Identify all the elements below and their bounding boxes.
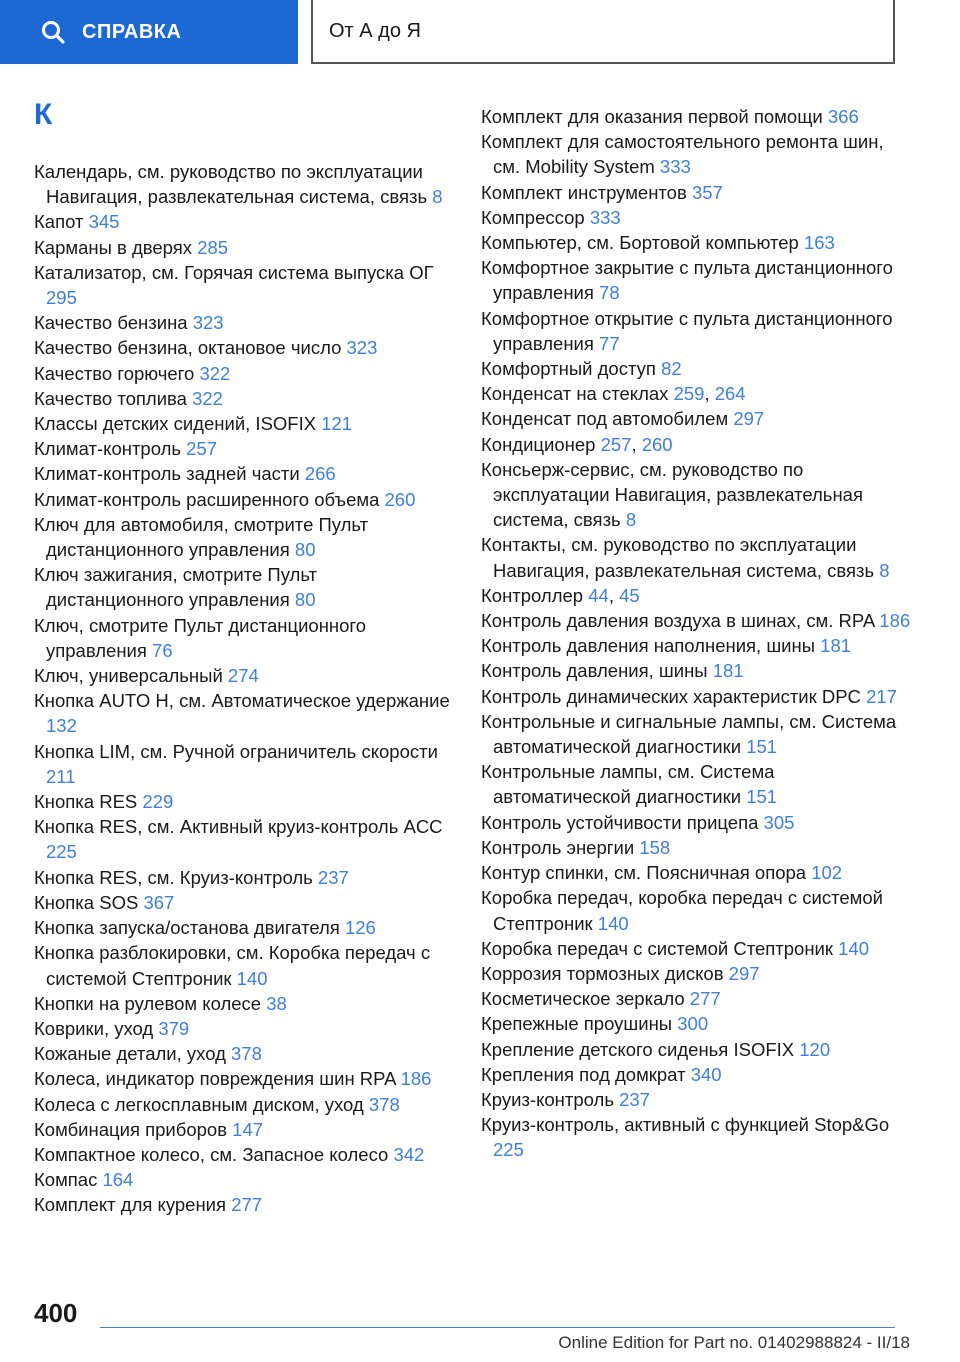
page-link[interactable]: 257 [600,433,632,455]
index-entry [481,810,911,835]
page-link[interactable]: 217 [866,685,897,707]
index-entry [481,255,911,305]
index-entry-text: Компактное колесо, см. Запасное колесо [34,1143,394,1165]
index-entry [34,1016,454,1041]
index-entry [481,709,911,759]
page-link[interactable]: 45 [619,584,640,606]
index-entry [481,885,911,935]
page-link[interactable]: 102 [811,862,843,884]
index-entry [34,1092,454,1117]
index-entry-text: Компьютер, см. Бортовой компьютер [481,232,804,254]
page-link[interactable]: 333 [589,206,621,228]
index-entry-text: Качество бензина, октановое число [34,337,347,359]
index-entry-text: Компас [34,1169,103,1191]
page-link[interactable]: 340 [690,1063,722,1085]
page-link[interactable]: 260 [384,488,416,510]
page-link[interactable]: 345 [88,211,120,233]
page-link[interactable]: 186 [879,610,911,632]
index-entry-text: Конденсат на стеклах [481,383,674,405]
index-entry [34,361,454,386]
index-entry-text: Контроллер [481,584,589,606]
index-entry-text: Коврики, уход [34,1017,159,1039]
index-entry-text: Капот [34,211,89,233]
index-entry-text: Ключ, смотрите Пульт дистанционного управления [34,614,367,661]
page-link[interactable]: 333 [659,156,691,178]
page-link[interactable]: 322 [199,362,231,384]
page-link[interactable]: 82 [661,358,682,380]
index-entry [34,1041,454,1066]
tab-label: От А до Я [329,19,421,42]
page-link[interactable]: 277 [689,988,721,1010]
page-link[interactable]: 323 [192,312,224,334]
index-entry [34,1167,454,1192]
index-entry-text: Контроль устойчивости прицепа [481,811,764,833]
index-entry [34,461,454,486]
page-link[interactable]: 225 [46,841,77,863]
footer-divider [100,1327,895,1328]
page-link[interactable]: 80 [294,539,316,561]
index-entry [481,936,911,961]
index-entry: Контроллер 44, 45 [481,584,640,606]
page-link[interactable]: 237 [317,866,349,888]
index-entry [34,688,454,738]
index-entry-text: Контрольные лампы, см. Система автоматической диагностики [481,761,775,808]
index-entry-text: Контрольные и сигнальные лампы, см. Система автоматической диагностики [481,710,897,758]
index-entry-text: Катализатор, см. Горячая система выпуска ОГ [34,261,434,283]
page-link[interactable]: 181 [820,635,852,657]
index-entry-text: Комфортный доступ [481,358,662,380]
index-entry [34,260,454,310]
page-link[interactable]: 44 [588,584,609,606]
index-entry [481,532,911,582]
index-entry [34,310,454,335]
page-link[interactable]: 297 [733,408,765,430]
index-entry [481,129,911,179]
index-entry-text: Климат-контроль расширенного объема [34,488,385,510]
index-entry [481,608,911,633]
index-entry-text: Ключ зажигания, смотрите Пульт дистанционного управления [34,564,318,611]
index-entry [34,1066,454,1091]
index-entry [481,961,911,986]
page-link[interactable]: 140 [838,937,870,959]
index-entry [34,613,454,663]
index-entry [481,1011,911,1036]
index-entry-text: Косметическое зеркало [481,988,690,1010]
page-link[interactable]: 186 [400,1068,432,1090]
page-link[interactable]: 300 [677,1013,709,1035]
page-link[interactable]: 323 [346,337,378,359]
page-link[interactable]: 126 [344,917,376,939]
index-entry [34,512,454,562]
page-link[interactable]: 342 [393,1143,425,1165]
index-entry [481,1112,911,1162]
page-link[interactable]: 76 [152,639,173,661]
index-entry-text: Кондиционер [481,433,601,455]
page-link[interactable]: 225 [493,1139,524,1161]
index-entry [481,406,911,431]
index-entry [481,457,911,533]
page-link[interactable]: 38 [266,992,287,1014]
page-link[interactable]: 8 [879,559,890,581]
page-link[interactable]: 163 [803,232,835,254]
page-link[interactable]: 322 [192,387,223,409]
index-entry [34,663,454,688]
page-link[interactable]: 147 [232,1118,264,1140]
page-link[interactable]: 367 [143,891,175,913]
index-entry-text: Комфортное закрытие с пульта дистанционного управления [481,257,893,304]
index-entry-text: Крепления под домкрат [481,1063,691,1085]
search-button-label: СПРАВКА [82,20,182,43]
index-entry-text: Ключ для автомобиля, смотрите Пульт дистанционного управления [34,513,369,561]
index-entry-text: Карманы в дверях [34,236,198,258]
page-link[interactable]: 366 [827,106,859,127]
index-entry-text: Климат-контроль задней части [34,463,305,485]
search-button[interactable] [0,0,298,64]
index-entry-text: Круиз-контроль, активный с функцией Stop&Go [481,1114,890,1136]
index-entry-text: Коробка передач, коробка передач с системой Стептроник [481,887,883,934]
page-link[interactable]: 211 [46,765,76,787]
index-entry [34,386,454,411]
page-link[interactable]: 259 [673,383,705,405]
index-entry-text: Комплект для оказания первой помощи [481,106,828,127]
index-column-right [481,104,911,1163]
index-entry [34,940,454,990]
page-link[interactable]: 305 [763,811,795,833]
index-entry [481,658,911,683]
page-link[interactable]: 121 [321,413,353,435]
page-link[interactable]: 378 [231,1043,262,1065]
index-entry [34,209,454,234]
index-entry-text: Ключ, универсальный [34,665,228,687]
page-number: 400 [34,1298,78,1328]
index-entry [481,986,911,1011]
index-entry [481,104,911,129]
page-link[interactable]: 158 [639,836,671,858]
page-link[interactable]: 80 [294,589,316,611]
page-link[interactable]: 181 [712,660,744,682]
index-entry-text: Кожаные детали, уход [34,1043,232,1065]
page-link[interactable]: 229 [142,791,174,813]
index-entry-text: Классы детских сидений, ISOFIX [34,413,322,435]
index-entry-text: Коррозия тормозных дисков [481,962,729,984]
index-entry [481,759,911,809]
section-letter: К [34,98,53,131]
index-entry-text: Консьерж-сервис, см. руководство по эксплуатации Навигация, развлекательная система, связь [481,458,863,531]
index-entry [481,306,911,356]
index-entry [34,436,454,461]
page-link[interactable]: 285 [197,236,229,258]
index-entry-text: Комплект для самостоятельного ремонта шин, см. Mobility System [481,131,884,178]
page-link[interactable]: 78 [599,282,620,304]
index-entry [481,684,911,709]
index-entry [34,915,454,940]
page-link[interactable]: 274 [227,665,259,687]
page-link[interactable]: 151 [746,736,778,758]
search-icon [40,19,66,45]
page-link[interactable]: 378 [368,1093,400,1115]
index-entry-text: Комбинация приборов [34,1118,233,1140]
index-entry-text: Контур спинки, см. Поясничная опора [481,862,812,884]
page-link[interactable]: 260 [641,433,673,455]
index-entry-text: Контроль давления воздуха в шинах, см. RPA [481,610,880,632]
index-entry: Кондиционер 257, 260 [481,433,673,455]
page-link[interactable]: 140 [597,912,629,934]
index-entry: Конденсат на стеклах 259, 264 [481,383,746,405]
index-entry [34,814,454,864]
page-link[interactable]: 264 [714,383,746,405]
index-entry-text: Контроль энергии [481,836,640,858]
index-entry-text: Кнопка RES [34,791,143,813]
page-link[interactable]: 257 [186,438,218,460]
page-link[interactable]: 77 [599,332,620,354]
index-entry-text: Колеса с легкосплавным диском, уход [34,1093,369,1115]
page-link[interactable]: 8 [625,509,637,531]
index-entry [481,860,911,885]
index-entry-text: Кнопки на рулевом колесе [34,992,267,1014]
index-entry-text: Кнопка разблокировки, см. Коробка передач с системой Стептроник [34,942,431,989]
index-entry [481,230,911,255]
tab-a-to-z[interactable] [311,0,895,64]
index-entry-text: Крепление детского сиденья ISOFIX [481,1038,800,1060]
page-link[interactable]: 151 [746,786,778,808]
index-entry [481,205,911,230]
page-link[interactable]: 277 [231,1194,263,1216]
page-link[interactable]: 295 [46,287,77,309]
page-link[interactable]: 237 [619,1088,650,1110]
index-entry [34,789,454,814]
index-entry-text: Компрессор [481,206,590,228]
page-link[interactable]: 120 [799,1038,831,1060]
index-entry-text: Качество бензина [34,312,193,334]
page-link[interactable]: 297 [728,962,760,984]
index-entry [34,235,454,260]
page-link[interactable]: 266 [304,463,336,485]
index-entry [34,335,454,360]
index-entry [481,835,911,860]
page-link[interactable]: 164 [102,1169,134,1191]
index-entry-text: Календарь, см. руководство по эксплуатации Навигация, развлекательная система, связь [34,161,433,208]
index-entry [34,1192,454,1217]
index-entry-text: Кнопка AUTO H, см. Автоматическое удержание [34,690,450,712]
index-entry-text: Климат-контроль [34,438,187,460]
index-entry [34,159,454,209]
page-link[interactable]: 379 [158,1017,190,1039]
index-entry-text: Колеса, индикатор повреждения шин RPA [34,1068,401,1090]
page-link[interactable]: 8 [432,186,443,208]
index-entry [34,991,454,1016]
page-link[interactable]: 140 [236,967,268,989]
index-entry [34,890,454,915]
index-entry-text: Комплект инструментов [481,181,692,203]
index-entry-text: Круиз-контроль [481,1088,620,1110]
page-link[interactable]: 132 [46,715,77,737]
page-link[interactable]: 357 [691,181,723,203]
index-entry-text: Кнопка SOS [34,891,144,913]
index-entry [34,739,454,789]
index-entry [481,1037,911,1062]
index-entry [34,1117,454,1142]
index-entry-text: Коробка передач с системой Стептроник [481,937,839,959]
index-entry [481,1062,911,1087]
index-entry [34,411,454,436]
index-entry-text: Кнопка RES, см. Активный круиз-контроль ACC [34,816,443,838]
index-entry-text: Контроль давления наполнения, шины [481,635,821,657]
index-entry [481,633,911,658]
index-entry-text: Качество горючего [34,362,200,384]
index-entry [481,356,911,381]
index-entry-text: Кнопка RES, см. Круиз-контроль [34,866,318,888]
index-entry-text: Качество топлива [34,387,193,409]
index-entry [481,1087,911,1112]
index-column-left [34,159,454,1218]
index-entry-text: Контроль давления, шины [481,660,713,682]
index-entry-text: Контакты, см. руководство по эксплуатации Навигация, развлекательная система, связь [481,534,880,581]
index-entry [34,562,454,612]
edition-text: Online Edition for Part no. 01402988824 - II/18 [558,1333,910,1352]
index-entry [34,865,454,890]
index-entry-text: Крепежные проушины [481,1013,678,1035]
index-entry [34,487,454,512]
index-entry-text: Комфортное открытие с пульта дистанционного управления [481,307,893,354]
index-entry-text: Конденсат под автомобилем [481,408,734,430]
index-entry [34,1142,454,1167]
index-entry-text: Комплект для курения [34,1194,232,1216]
index-entry-text: Кнопка запуска/останова двигателя [34,917,345,939]
index-entry-text: Контроль динамических характеристик DPC [481,685,867,707]
index-entry-text: Кнопка LIM, см. Ручной ограничитель скорости [34,740,438,762]
index-entry [481,180,911,205]
